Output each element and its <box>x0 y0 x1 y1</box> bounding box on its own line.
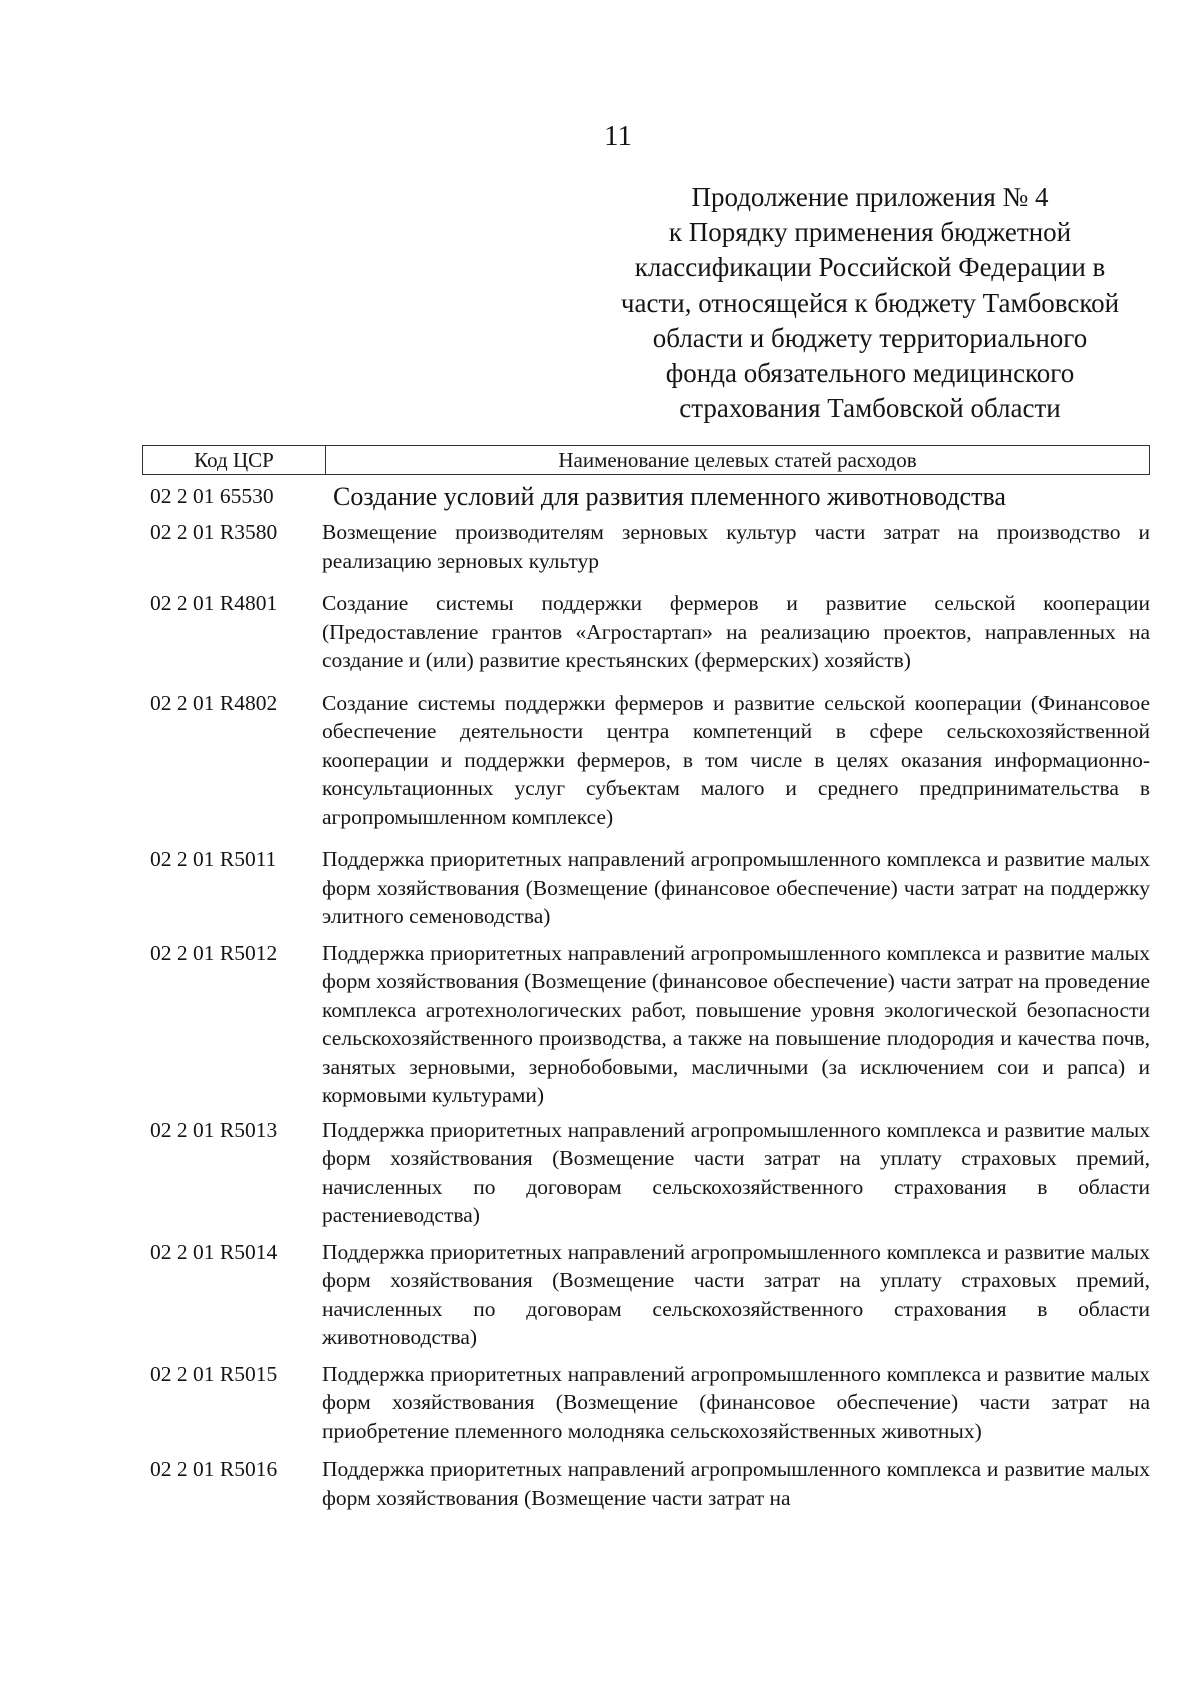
column-header-code: Код ЦСР <box>143 446 326 474</box>
table-row <box>150 939 1150 1110</box>
row-description: Возмещение производителям зерновых культур части затрат на производство и реализацию зерновых культур <box>322 520 1150 573</box>
row-description: Поддержка приоритетных направлений агропромышленного комплекса и развитие малых форм хозяйствования (Возмещение части затрат на <box>322 1457 1150 1510</box>
table-row <box>150 518 1150 575</box>
row-code: 02 2 01 R4801 <box>150 591 278 615</box>
row-code: 02 2 01 R5012 <box>150 940 278 965</box>
row-code: 02 2 01 R5011 <box>150 847 277 871</box>
heading-line: части, относящейся к бюджету Тамбовской <box>620 287 1120 318</box>
row-code: 02 2 01 R3580 <box>150 520 278 544</box>
row-description: Создание условий для развития племенного животноводства <box>333 482 1006 511</box>
table-row <box>150 845 1150 931</box>
table-row <box>150 1455 1150 1512</box>
appendix-heading <box>606 180 1134 426</box>
row-code: 02 2 01 R5015 <box>150 1361 278 1386</box>
row-code: 02 2 01 65530 <box>150 484 274 508</box>
page-number: 11 <box>604 120 632 152</box>
table-body <box>150 478 1150 1512</box>
heading-line: области и бюджету территориального <box>652 322 1088 353</box>
table-row <box>150 589 1150 675</box>
heading-line: страхования Тамбовской области <box>679 393 1061 424</box>
heading-line: фонда обязательного медицинского <box>665 358 1075 389</box>
table-row <box>150 1238 1150 1352</box>
row-description: Создание системы поддержки фермеров и развитие сельской кооперации (Финансовое обеспечение деятельности центра компетенций в сфере сельскохозяйственной кооперации и поддержки фермеров, в том числе в целях оказания информационно-консультационных услуг субъектам малого и среднего предпринимательства в агропромышленном комплексе) <box>322 690 1150 829</box>
table-row <box>150 689 1150 832</box>
table-row <box>150 1360 1150 1446</box>
row-code: 02 2 01 R4802 <box>150 690 278 715</box>
table-row <box>150 1116 1150 1230</box>
table-row <box>150 480 1150 514</box>
row-code: 02 2 01 R5016 <box>150 1457 278 1481</box>
heading-line: Продолжение приложения № 4 <box>691 182 1049 212</box>
row-description: Поддержка приоритетных направлений агропромышленного комплекса и развитие малых форм хозяйствования (Возмещение (финансовое обеспечение) части затрат на поддержку элитного семеноводства) <box>322 847 1150 928</box>
heading-line: к Порядку применения бюджетной <box>668 217 1072 248</box>
row-description: Создание системы поддержки фермеров и развитие сельской кооперации (Предоставление грантов «Агростартап» на реализацию проектов, направленных на создание и (или) развитие крестьянских (фермерских) хозяйств) <box>322 591 1150 672</box>
heading-line: классификации Российской Федерации в <box>634 252 1106 283</box>
row-description: Поддержка приоритетных направлений агропромышленного комплекса и развитие малых форм хозяйствования (Возмещение (финансовое обеспечение) части затрат на проведение комплекса агротехнологических работ, повышение уровня экологической безопасности сельскохозяйственного производства, а также на повышение плодородия и качества почв, занятых зерновыми, зернобобовыми, масличными (за исключением сои и рапса) и кормовыми культурами) <box>322 940 1150 1107</box>
row-code: 02 2 01 R5014 <box>150 1239 278 1264</box>
table-header <box>142 445 1150 475</box>
row-description: Поддержка приоритетных направлений агропромышленного комплекса и развитие малых форм хозяйствования (Возмещение части затрат на уплату страховых премий, начисленных по договорам сельскохозяйственного страхования в области растениеводства) <box>322 1117 1150 1227</box>
row-description: Поддержка приоритетных направлений агропромышленного комплекса и развитие малых форм хозяйствования (Возмещение части затрат на уплату страховых премий, начисленных по договорам сельскохозяйственного страхования в области животноводства) <box>322 1239 1150 1349</box>
row-code: 02 2 01 R5013 <box>150 1117 278 1142</box>
row-description: Поддержка приоритетных направлений агропромышленного комплекса и развитие малых форм хозяйствования (Возмещение (финансовое обеспечение) части затрат на приобретение племенного молодняка сельскохозяйственных животных) <box>322 1361 1150 1443</box>
column-header-name: Наименование целевых статей расходов <box>558 448 917 472</box>
